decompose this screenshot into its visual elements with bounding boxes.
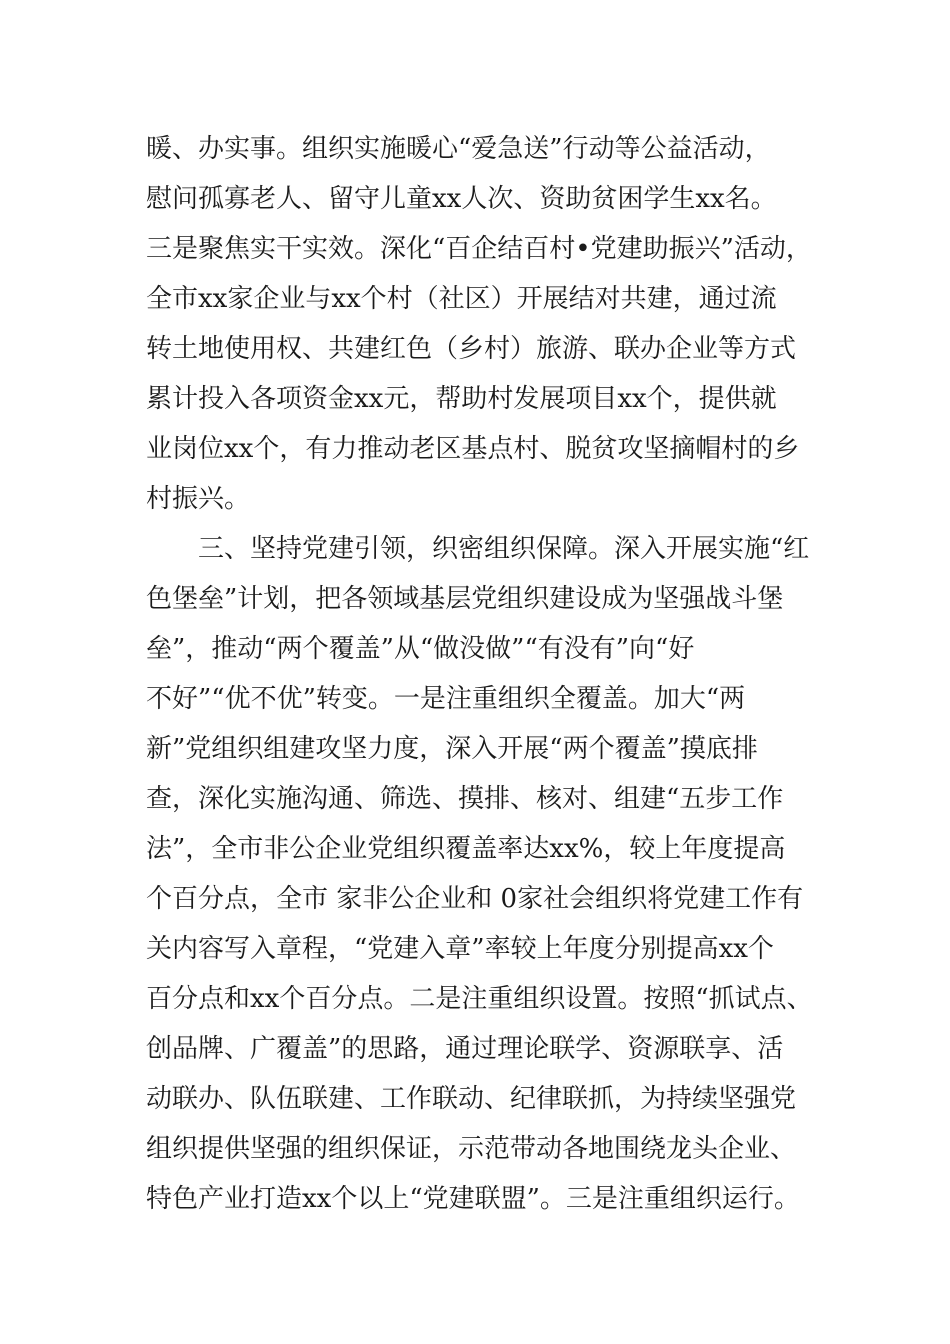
text-line: 百分点和xx个百分点。二是注重组织设置。按照“抓试点、 [146, 984, 813, 1014]
text-line: 三是聚焦实干实效。深化“百企结百村•党建助振兴”活动， [146, 234, 812, 264]
text-line: 个百分点，全市 家非公企业和 0家社会组织将党建工作有 [146, 884, 804, 914]
text-line: 法”，全市非公企业党组织覆盖率达xx%，较上年度提高 [146, 834, 786, 864]
text-line: 垒”，推动“两个覆盖”从“做没做”“有没有”向“好 [146, 634, 695, 664]
text-line: 累计投入各项资金xx元，帮助村发展项目xx个，提供就 [146, 384, 777, 414]
text-line: 不好”“优不优”转变。一是注重组织全覆盖。加大“两 [146, 684, 746, 714]
text-line: 查，深化实施沟通、筛选、摸排、核对、组建“五步工作 [146, 784, 784, 814]
document-body [146, 124, 836, 1224]
text-line: 色堡垒”计划，把各领域基层党组织建设成为坚强战斗堡 [146, 584, 784, 614]
text-line: 新”党组织组建攻坚力度，深入开展“两个覆盖”摸底排 [146, 734, 758, 764]
text-line: 业岗位xx个，有力推动老区基点村、脱贫攻坚摘帽村的乡 [146, 434, 800, 464]
text-line: 暖、办实事。组织实施暖心“爱急送”行动等公益活动， [146, 134, 771, 164]
text-line: 转土地使用权、共建红色（乡村）旅游、联办企业等方式 [146, 334, 797, 364]
paragraph-start-line: 三、坚持党建引领，织密组织保障。深入开展实施“红 [198, 534, 810, 564]
text-line: 全市xx家企业与xx个村（社区）开展结对共建，通过流 [146, 284, 777, 314]
text-line: 动联办、队伍联建、工作联动、纪律联抓，为持续坚强党 [146, 1084, 797, 1114]
text-line: 村振兴。 [146, 484, 251, 514]
text-line: 关内容写入章程，“党建入章”率较上年度分别提高xx个 [146, 934, 774, 964]
text-line: 创品牌、广覆盖”的思路，通过理论联学、资源联享、活 [146, 1034, 784, 1064]
text-line: 特色产业打造xx个以上“党建联盟”。三是注重组织运行。 [146, 1184, 800, 1214]
text-line: 慰问孤寡老人、留守儿童xx人次、资助贫困学生xx名。 [146, 184, 777, 214]
text-line: 组织提供坚强的组织保证，示范带动各地围绕龙头企业、 [146, 1134, 797, 1164]
